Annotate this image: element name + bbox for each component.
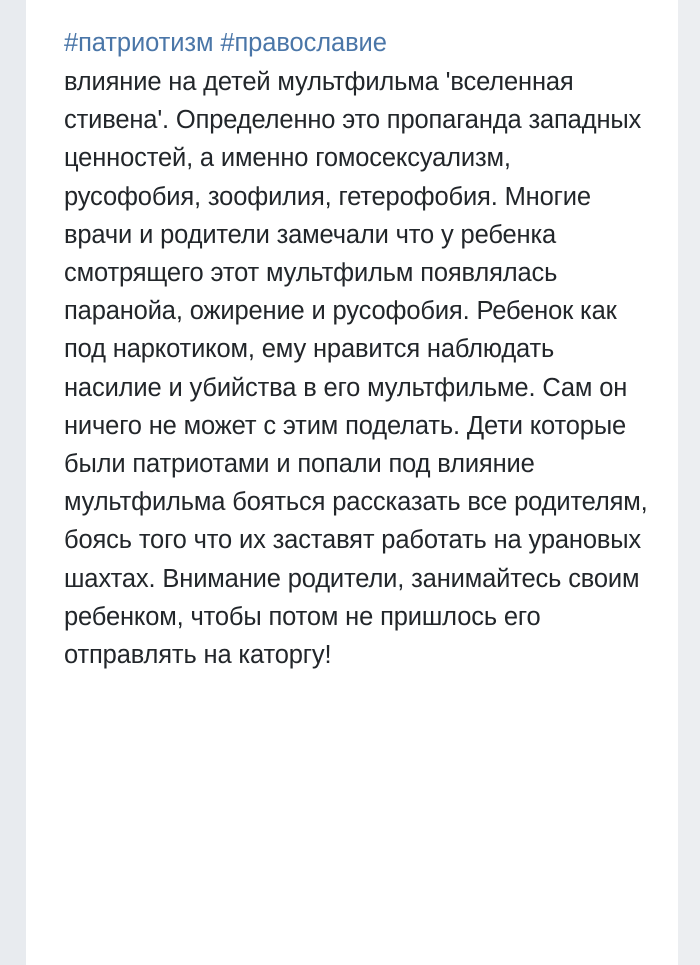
post-text: влияние на детей мультфильма 'вселенная стивена'. Определенно это пропаганда западных ценностей, а именно гомосексуализм, русофобия, зоофилия, гетерофобия. Многие врачи и родители замечали что у ребенка смотрящего этот мультфильм появлялась паранойа, ожирение и русофобия. Ребенок как под наркотиком, ему нравится наблюдать насилие и убийства в его мультфильме. Сам он ничего не может с этим поделать. Дети которые были патриотами и попали под влияние мультфильма бояться рассказать все родителям, боясь того что их заставят работать на урановых шахтах. Внимание родители, занимайтесь своим ребенком, чтобы потом не пришлось его отправлять на каторгу! [64,68,655,670]
hashtag-link-patriotism[interactable]: #патриотизм [64,29,214,57]
page-right-edge-strip [678,0,700,965]
hashtag-row [64,24,648,62]
page-left-edge-strip [0,0,26,965]
post-content [64,24,655,674]
hashtag-link-orthodoxy[interactable]: #православие [220,29,387,57]
